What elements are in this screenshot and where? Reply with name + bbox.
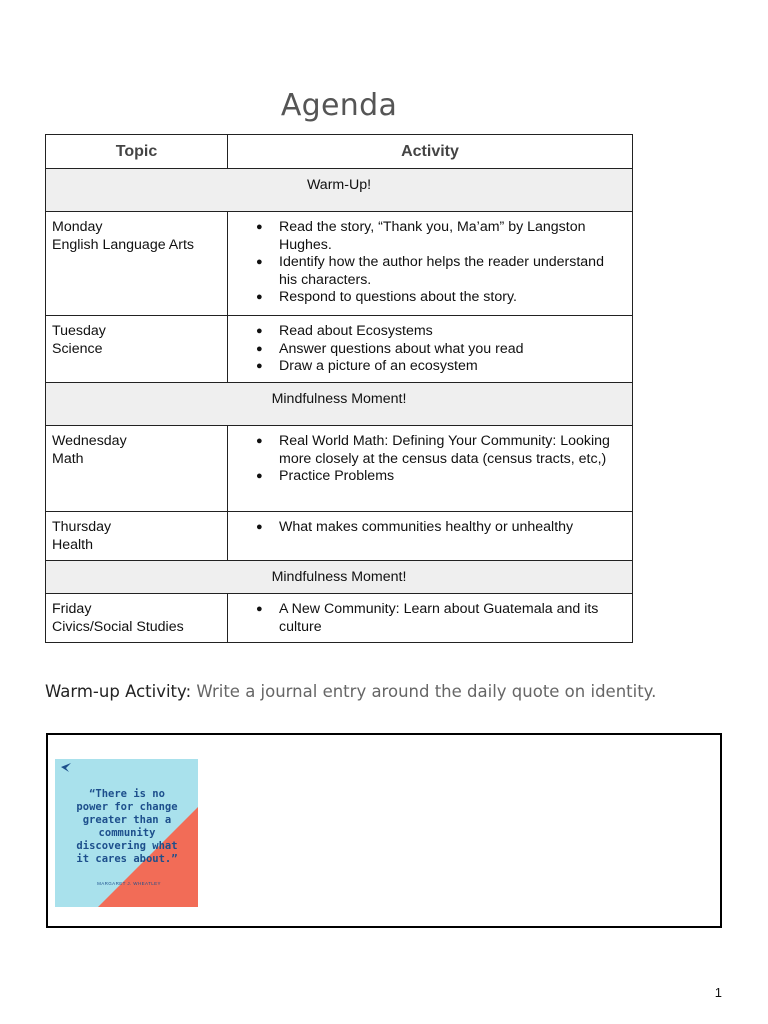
table-row-friday	[46, 594, 633, 643]
subject-label: Math	[52, 450, 84, 467]
table-row-monday	[46, 212, 633, 316]
table-row-wednesday	[46, 426, 633, 512]
quote-line: it cares about.”	[76, 853, 178, 865]
quote-line: “There is no	[89, 788, 165, 800]
activity-item: ● Practice Problems	[279, 468, 626, 486]
day-label: Monday	[52, 219, 103, 235]
quote-line: community	[98, 827, 156, 839]
activity-item: ● Read the story, “Thank you, Ma’am” by Langston Hughes.	[279, 219, 626, 254]
activity-item: ● Read about Ecosystems	[279, 323, 626, 341]
agenda-table	[45, 134, 633, 643]
activity-item: ● Identify how the author helps the reader understand his characters.	[279, 254, 626, 289]
warm-up-label: Warm-up Activity:	[45, 682, 192, 701]
warm-up-instructions	[45, 679, 685, 705]
column-header-topic: Topic	[46, 135, 228, 169]
subject-label: Civics/Social Studies	[52, 618, 184, 635]
section-label: Warm-Up!	[306, 177, 372, 193]
column-header-activity: Activity	[228, 135, 633, 169]
section-row-warm-up	[46, 169, 633, 212]
subject-label: Science	[52, 340, 103, 357]
day-label: Wednesday	[52, 433, 127, 449]
day-label: Tuesday	[52, 323, 106, 339]
subject-label: English Language Arts	[52, 236, 194, 253]
day-label: Friday	[52, 601, 92, 617]
subject-label: Health	[52, 536, 94, 553]
section-row-mindfulness	[46, 383, 633, 426]
activity-item: ● Answer questions about what you read	[279, 341, 626, 359]
table-row-tuesday	[46, 316, 633, 383]
journal-entry-box[interactable]	[46, 733, 722, 928]
activity-item: ● Draw a picture of an ecosystem	[279, 358, 626, 376]
activity-item: ● What makes communities healthy or unhealthy	[279, 519, 626, 537]
activity-item: ● A New Community: Learn about Guatemala and its culture	[279, 601, 626, 636]
day-label: Thursday	[52, 519, 112, 535]
page-number: 1	[714, 985, 722, 1000]
quote-line: greater than a	[82, 814, 172, 826]
section-label: Mindfulness Moment!	[271, 569, 407, 585]
quote-line: power for change	[76, 801, 178, 813]
page-title: Agenda	[280, 88, 398, 123]
table-header-row	[46, 135, 633, 169]
quote-line: discovering what	[76, 840, 178, 852]
activity-item: ● Real World Math: Defining Your Community: Looking more closely at the census data (census tracts, etc,)	[279, 433, 626, 468]
quote-author: MARGARET J. WHEATLEY	[97, 881, 161, 886]
table-row-thursday	[46, 512, 633, 561]
warm-up-text: Write a journal entry around the daily quote on identity.	[191, 682, 657, 701]
activity-item: ● Respond to questions about the story.	[279, 289, 626, 307]
section-label: Mindfulness Moment!	[271, 391, 407, 407]
section-row-mindfulness	[46, 561, 633, 594]
quote-image	[55, 759, 198, 907]
